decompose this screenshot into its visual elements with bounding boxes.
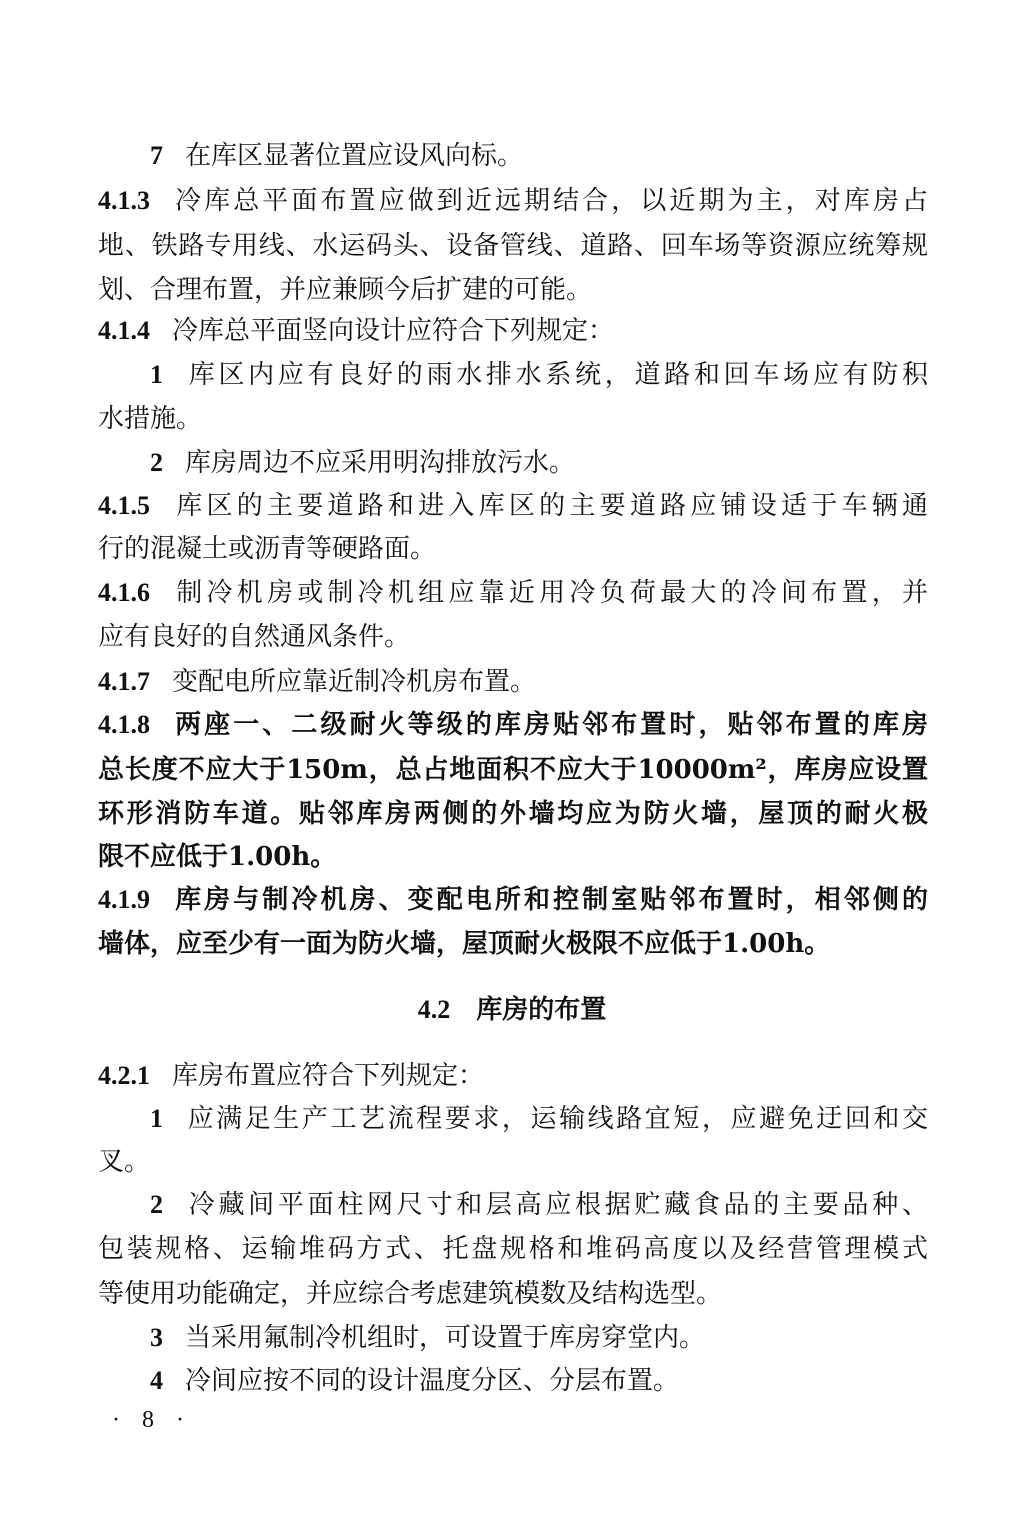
- clause-4-1-9: 4.1.9 库房与制冷机房、变配电所和控制室贴邻布置时，相邻侧的: [98, 885, 928, 915]
- clause-4-1-8-cont-1: 总长度不应大于150m，总占地面积不应大于10000m²，库房应设置: [98, 755, 928, 785]
- clause-4-1-5-cont: 行的混凝土或沥青等硬路面。: [98, 534, 437, 564]
- list-item-2-column-grid: 2 冷藏间平面柱网尺寸和层高应根据贮藏食品的主要品种、: [150, 1190, 928, 1220]
- list-item-2-column-grid-cont-2: 等使用功能确定，并应综合考虑建筑模数及结构选型。: [98, 1279, 723, 1309]
- clause-4-1-5: 4.1.5 库区的主要道路和进入库区的主要道路应铺设适于车辆通: [98, 491, 928, 521]
- list-item-1-drainage: 1 库区内应有良好的雨水排水系统，道路和回车场应有防积: [150, 360, 928, 390]
- clause-4-1-3: 4.1.3 冷库总平面布置应做到近远期结合，以近期为主，对库房占: [98, 186, 928, 216]
- clause-4-1-6-cont: 应有良好的自然通风条件。: [98, 622, 411, 652]
- page-number: · 8 ·: [112, 1407, 192, 1433]
- list-item-2-column-grid-cont-1: 包装规格、运输堆码方式、托盘规格和堆码高度以及经营管理模式: [98, 1234, 928, 1264]
- clause-4-1-9-cont: 墙体，应至少有一面为防火墙，屋顶耐火极限不应低于1.00h。: [98, 929, 831, 959]
- clause-4-1-7: 4.1.7 变配电所应靠近制冷机房布置。: [98, 667, 537, 697]
- list-item-4-zoning: 4 冷间应按不同的设计温度分区、分层布置。: [150, 1366, 680, 1396]
- clause-4-1-4: 4.1.4 冷库总平面竖向设计应符合下列规定：: [98, 316, 615, 346]
- section-title: 4.2 库房的布置: [417, 995, 607, 1025]
- clause-4-1-8-cont-2: 环形消防车道。贴邻库房两侧的外墙均应为防火墙，屋顶的耐火极: [98, 799, 928, 829]
- clause-4-1-8: 4.1.8 两座一、二级耐火等级的库房贴邻布置时，贴邻布置的库房: [98, 710, 928, 740]
- clause-4-1-6: 4.1.6 制冷机房或制冷机组应靠近用冷负荷最大的冷间布置，并: [98, 578, 928, 608]
- clause-4-1-3-cont-2: 划、合理布置，并应兼顾今后扩建的可能。: [98, 275, 593, 305]
- clause-4-2-1: 4.2.1 库房布置应符合下列规定：: [98, 1061, 485, 1091]
- list-item-1-drainage-cont: 水措施。: [98, 404, 203, 434]
- list-item-1-process: 1 应满足生产工艺流程要求，运输线路宜短，应避免迂回和交: [150, 1104, 928, 1134]
- clause-4-1-3-cont-1: 地、铁路专用线、水运码头、设备管线、道路、回车场等资源应统筹规: [98, 231, 928, 261]
- list-item-3-freon: 3 当采用氟制冷机组时，可设置于库房穿堂内。: [150, 1323, 706, 1353]
- list-item-7: 7 在库区显著位置应设风向标。: [150, 141, 524, 171]
- list-item-2-sewage: 2 库房周边不应采用明沟排放污水。: [150, 448, 576, 478]
- clause-4-1-8-cont-3: 限不应低于1.00h。: [98, 842, 337, 872]
- list-item-1-process-cont: 叉。: [98, 1147, 151, 1177]
